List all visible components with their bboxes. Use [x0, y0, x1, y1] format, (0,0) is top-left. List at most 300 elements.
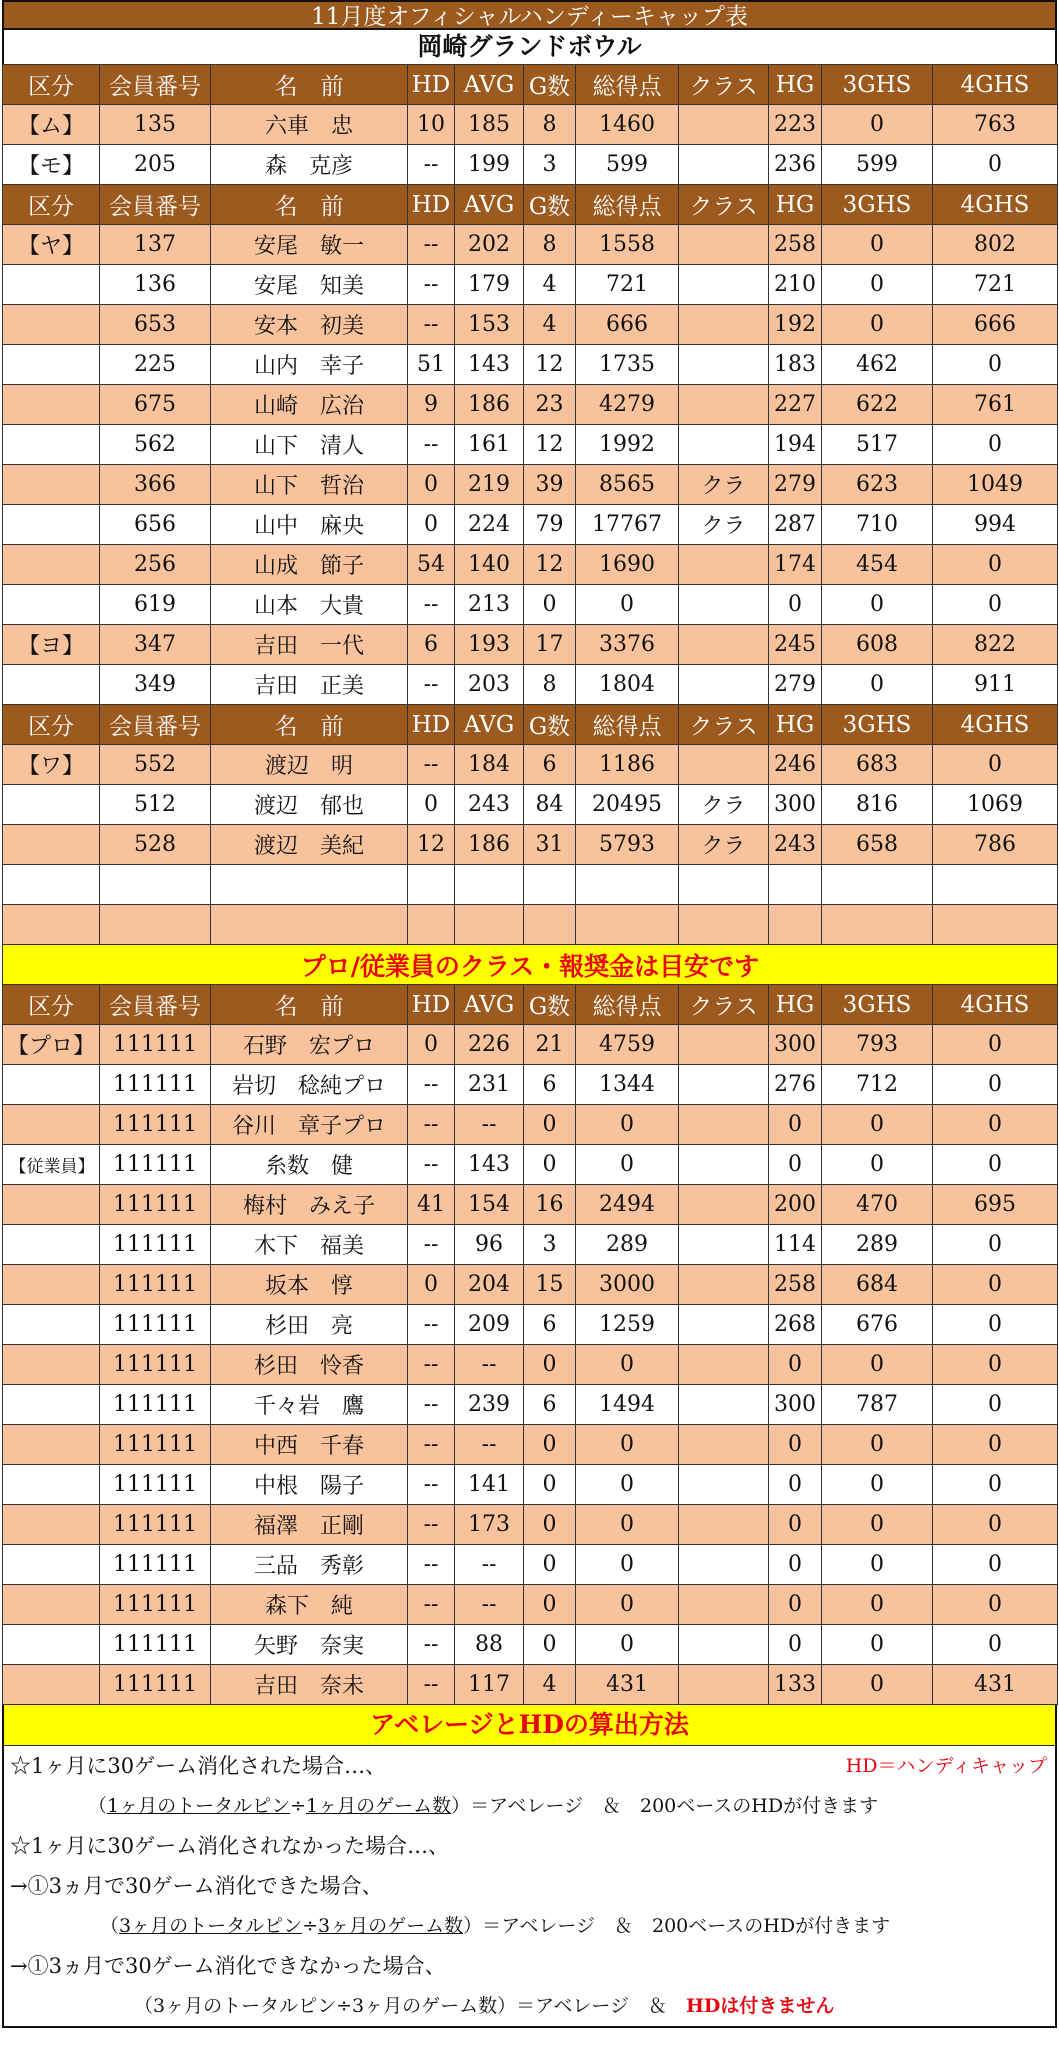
- data-cell: [679, 1145, 769, 1185]
- method-case1-text: ☆1ヶ月に30ゲーム消化された場合…、: [10, 1754, 387, 1778]
- data-cell: 300: [769, 1025, 822, 1065]
- data-cell: 20495: [576, 785, 679, 825]
- data-cell: [211, 865, 408, 905]
- data-cell: 194: [769, 425, 822, 465]
- data-cell: 0: [408, 785, 455, 825]
- data-cell: [822, 865, 933, 905]
- table-row: [3, 1025, 1058, 1065]
- data-cell: 0: [769, 1145, 822, 1185]
- data-cell: 0: [769, 1105, 822, 1145]
- data-cell: 111111: [100, 1265, 211, 1305]
- kubun-cell: [3, 385, 100, 425]
- data-cell: 6: [524, 1385, 576, 1425]
- data-cell: 0: [822, 665, 933, 705]
- data-cell: 0: [822, 265, 933, 305]
- formula-2-rest: ）＝アベレージ ＆ 200ベースのHDが付きます: [463, 1915, 891, 1937]
- table-row: [3, 825, 1058, 865]
- table-row: [3, 625, 1058, 665]
- table-row: [3, 785, 1058, 825]
- data-cell: [679, 425, 769, 465]
- data-cell: 0: [933, 1265, 1058, 1305]
- data-cell: 0: [933, 1145, 1058, 1185]
- data-cell: 289: [576, 1225, 679, 1265]
- data-cell: 6: [524, 745, 576, 785]
- data-cell: [679, 225, 769, 265]
- data-cell: 623: [822, 465, 933, 505]
- data-cell: [679, 1345, 769, 1385]
- data-cell: 822: [933, 625, 1058, 665]
- data-cell: 117: [455, 1665, 524, 1705]
- data-cell: 0: [822, 1345, 933, 1385]
- header-cell: 4GHS: [933, 185, 1058, 225]
- data-cell: 111111: [100, 1345, 211, 1385]
- data-cell: 185: [455, 105, 524, 145]
- data-cell: [679, 1265, 769, 1305]
- data-cell: 721: [933, 265, 1058, 305]
- header-cell: G数: [524, 985, 576, 1025]
- kubun-cell: [3, 1225, 100, 1265]
- header-cell: 総得点: [576, 705, 679, 745]
- data-cell: [933, 865, 1058, 905]
- data-cell: 0: [769, 1545, 822, 1585]
- data-cell: [576, 905, 679, 945]
- data-cell: 1992: [576, 425, 679, 465]
- header-cell: クラス: [679, 985, 769, 1025]
- data-cell: 12: [408, 825, 455, 865]
- data-cell: 0: [769, 1465, 822, 1505]
- data-cell: 0: [576, 1465, 679, 1505]
- data-cell: --: [408, 1505, 455, 1545]
- kubun-cell: [3, 1265, 100, 1305]
- table-row: [3, 1585, 1058, 1625]
- data-cell: 0: [524, 1505, 576, 1545]
- kubun-cell: 【ヨ】: [3, 625, 100, 665]
- data-cell: 0: [933, 1105, 1058, 1145]
- data-cell: 0: [524, 585, 576, 625]
- data-cell: 0: [576, 1625, 679, 1665]
- data-cell: 173: [455, 1505, 524, 1545]
- data-cell: --: [408, 1545, 455, 1585]
- data-cell: 300: [769, 1385, 822, 1425]
- data-cell: 111111: [100, 1665, 211, 1705]
- data-cell: 96: [455, 1225, 524, 1265]
- data-cell: 622: [822, 385, 933, 425]
- table-row: [3, 145, 1058, 185]
- data-cell: --: [408, 1345, 455, 1385]
- header-cell: 総得点: [576, 985, 679, 1025]
- data-cell: [408, 865, 455, 905]
- table-row: [3, 465, 1058, 505]
- table-row: [3, 865, 1058, 905]
- header-cell: クラス: [679, 185, 769, 225]
- data-cell: 161: [455, 425, 524, 465]
- data-cell: 111111: [100, 1185, 211, 1225]
- data-cell: 0: [933, 1465, 1058, 1505]
- data-cell: 0: [769, 1585, 822, 1625]
- header-cell: 4GHS: [933, 705, 1058, 745]
- data-cell: --: [408, 145, 455, 185]
- kubun-cell: 【ム】: [3, 105, 100, 145]
- hd-note: HD＝ハンディキャップ: [845, 1755, 1047, 1777]
- data-cell: [679, 1185, 769, 1225]
- data-cell: 111111: [100, 1225, 211, 1265]
- data-cell: 0: [524, 1105, 576, 1145]
- data-cell: --: [455, 1425, 524, 1465]
- table-row: [3, 905, 1058, 945]
- data-cell: 21: [524, 1025, 576, 1065]
- header-cell: クラス: [679, 65, 769, 105]
- header-cell: HG: [769, 705, 822, 745]
- table-row: [3, 1185, 1058, 1225]
- data-cell: 0: [576, 1545, 679, 1585]
- data-cell: 219: [455, 465, 524, 505]
- data-cell: 88: [455, 1625, 524, 1665]
- data-cell: --: [408, 1305, 455, 1345]
- data-cell: 0: [822, 105, 933, 145]
- data-cell: 210: [769, 265, 822, 305]
- data-cell: 0: [576, 1585, 679, 1625]
- data-cell: [679, 1105, 769, 1145]
- header-cell: 3GHS: [822, 985, 933, 1025]
- data-cell: 0: [933, 1545, 1058, 1585]
- data-cell: 1690: [576, 545, 679, 585]
- data-cell: 中根 陽子: [211, 1465, 408, 1505]
- header-cell: 区分: [3, 705, 100, 745]
- data-cell: 6: [524, 1065, 576, 1105]
- data-cell: 谷川 章子プロ: [211, 1105, 408, 1145]
- kubun-cell: [3, 585, 100, 625]
- data-cell: 462: [822, 345, 933, 385]
- data-cell: 816: [822, 785, 933, 825]
- method-case2-1-formula: （3ヶ月のトータルピン÷3ヶ月のゲーム数）＝アベレージ ＆ 200ベースのHDが付きます: [100, 1915, 891, 1937]
- data-cell: 0: [933, 1625, 1058, 1665]
- data-cell: 802: [933, 225, 1058, 265]
- kubun-cell: [3, 905, 100, 945]
- header-cell: HD: [408, 185, 455, 225]
- data-cell: [455, 865, 524, 905]
- table-row: [3, 1425, 1058, 1465]
- data-cell: 224: [455, 505, 524, 545]
- data-cell: 0: [408, 1265, 455, 1305]
- data-cell: 4759: [576, 1025, 679, 1065]
- data-cell: [679, 1545, 769, 1585]
- header-cell: 3GHS: [822, 65, 933, 105]
- data-cell: [679, 1465, 769, 1505]
- data-cell: 246: [769, 745, 822, 785]
- data-cell: 0: [822, 1105, 933, 1145]
- table-row: [3, 1625, 1058, 1665]
- data-cell: 111111: [100, 1425, 211, 1465]
- data-cell: [679, 1305, 769, 1345]
- data-cell: [524, 905, 576, 945]
- data-cell: 山下 清人: [211, 425, 408, 465]
- data-cell: 8: [524, 225, 576, 265]
- method-case1: [4, 1746, 1055, 1786]
- data-cell: 0: [822, 1545, 933, 1585]
- data-cell: 786: [933, 825, 1058, 865]
- kubun-cell: 【プロ】: [3, 1025, 100, 1065]
- data-cell: 六車 忠: [211, 105, 408, 145]
- data-cell: 0: [933, 145, 1058, 185]
- data-cell: 0: [524, 1145, 576, 1185]
- data-cell: 111111: [100, 1585, 211, 1625]
- data-cell: 675: [100, 385, 211, 425]
- data-cell: 森 克彦: [211, 145, 408, 185]
- data-cell: 0: [822, 1665, 933, 1705]
- header-cell: AVG: [455, 985, 524, 1025]
- data-cell: 0: [822, 1425, 933, 1465]
- data-cell: 山成 節子: [211, 545, 408, 585]
- data-cell: [576, 865, 679, 905]
- table-row: [3, 1385, 1058, 1425]
- data-cell: 111111: [100, 1105, 211, 1145]
- data-cell: 656: [100, 505, 211, 545]
- data-cell: 3000: [576, 1265, 679, 1305]
- kubun-cell: [3, 265, 100, 305]
- data-cell: 133: [769, 1665, 822, 1705]
- data-cell: 3: [524, 1225, 576, 1265]
- data-cell: [822, 905, 933, 945]
- data-cell: 666: [576, 305, 679, 345]
- header-cell: AVG: [455, 65, 524, 105]
- kubun-cell: [3, 345, 100, 385]
- data-cell: --: [455, 1585, 524, 1625]
- data-cell: 599: [576, 145, 679, 185]
- data-cell: 111111: [100, 1545, 211, 1585]
- header-cell: AVG: [455, 185, 524, 225]
- data-cell: [679, 105, 769, 145]
- data-cell: 16: [524, 1185, 576, 1225]
- data-cell: 470: [822, 1185, 933, 1225]
- data-cell: [679, 1665, 769, 1705]
- data-cell: 186: [455, 825, 524, 865]
- data-cell: 0: [576, 1425, 679, 1465]
- data-cell: [679, 865, 769, 905]
- data-cell: 684: [822, 1265, 933, 1305]
- data-cell: 0: [524, 1545, 576, 1585]
- data-cell: 安尾 知美: [211, 265, 408, 305]
- data-cell: 721: [576, 265, 679, 305]
- kubun-cell: [3, 825, 100, 865]
- data-cell: 17767: [576, 505, 679, 545]
- data-cell: 山内 幸子: [211, 345, 408, 385]
- data-cell: 111111: [100, 1465, 211, 1505]
- notice-banner: [3, 945, 1058, 985]
- data-cell: 0: [933, 1425, 1058, 1465]
- data-cell: [679, 305, 769, 345]
- data-cell: 0: [524, 1625, 576, 1665]
- data-cell: 山中 麻央: [211, 505, 408, 545]
- data-cell: 0: [769, 1505, 822, 1545]
- data-cell: 0: [524, 1425, 576, 1465]
- data-cell: [455, 905, 524, 945]
- data-cell: 渡辺 明: [211, 745, 408, 785]
- data-cell: 54: [408, 545, 455, 585]
- data-cell: --: [408, 1665, 455, 1705]
- data-cell: 140: [455, 545, 524, 585]
- data-cell: 0: [576, 1345, 679, 1385]
- kubun-cell: [3, 545, 100, 585]
- data-cell: 710: [822, 505, 933, 545]
- data-cell: 1344: [576, 1065, 679, 1105]
- data-cell: 243: [769, 825, 822, 865]
- data-cell: 366: [100, 465, 211, 505]
- data-cell: 1804: [576, 665, 679, 705]
- data-cell: 183: [769, 345, 822, 385]
- data-cell: [524, 865, 576, 905]
- data-cell: 431: [933, 1665, 1058, 1705]
- data-cell: 199: [455, 145, 524, 185]
- data-cell: 619: [100, 585, 211, 625]
- header-cell: HG: [769, 65, 822, 105]
- kubun-cell: [3, 1305, 100, 1345]
- data-cell: 8: [524, 105, 576, 145]
- data-cell: 0: [524, 1585, 576, 1625]
- data-cell: 1558: [576, 225, 679, 265]
- data-cell: 204: [455, 1265, 524, 1305]
- data-cell: 143: [455, 1145, 524, 1185]
- data-cell: [679, 905, 769, 945]
- header-cell: AVG: [455, 705, 524, 745]
- data-cell: 347: [100, 625, 211, 665]
- data-cell: 239: [455, 1385, 524, 1425]
- header-cell: 4GHS: [933, 65, 1058, 105]
- data-cell: 431: [576, 1665, 679, 1705]
- kubun-cell: [3, 505, 100, 545]
- header-cell: 総得点: [576, 65, 679, 105]
- data-cell: 0: [822, 1505, 933, 1545]
- data-cell: 202: [455, 225, 524, 265]
- data-cell: 0: [822, 305, 933, 345]
- kubun-cell: [3, 1345, 100, 1385]
- data-cell: [679, 545, 769, 585]
- data-cell: クラ: [679, 465, 769, 505]
- data-cell: 243: [455, 785, 524, 825]
- kubun-cell: [3, 1105, 100, 1145]
- header-cell: 総得点: [576, 185, 679, 225]
- data-cell: 0: [769, 1345, 822, 1385]
- method-case1-formula: （1ヶ月のトータルピン÷1ヶ月のゲーム数）＝アベレージ ＆ 200ベースのHDが付きます: [88, 1795, 879, 1817]
- data-cell: 10: [408, 105, 455, 145]
- data-cell: 0: [576, 1145, 679, 1185]
- handicap-sheet: [2, 0, 1057, 2028]
- data-cell: 279: [769, 665, 822, 705]
- table-row: [3, 1345, 1058, 1385]
- formula-2-a: 3ヶ月のトータルピン: [119, 1915, 303, 1937]
- table-row: [3, 1545, 1058, 1585]
- data-cell: --: [408, 425, 455, 465]
- data-cell: 安尾 敏一: [211, 225, 408, 265]
- table-row: [3, 585, 1058, 625]
- header-cell: 区分: [3, 985, 100, 1025]
- data-cell: 203: [455, 665, 524, 705]
- kubun-cell: [3, 1665, 100, 1705]
- data-cell: 0: [408, 505, 455, 545]
- data-cell: [679, 1065, 769, 1105]
- header-cell: G数: [524, 185, 576, 225]
- method-case2-2: →①3ヵ月で30ゲーム消化できなかった場合、: [10, 1954, 446, 1978]
- data-cell: 石野 宏プロ: [211, 1025, 408, 1065]
- data-cell: --: [408, 225, 455, 265]
- table-row: [3, 1145, 1058, 1185]
- data-cell: 225: [100, 345, 211, 385]
- data-cell: --: [408, 1385, 455, 1425]
- table-row: [3, 225, 1058, 265]
- data-cell: 15: [524, 1265, 576, 1305]
- data-cell: 911: [933, 665, 1058, 705]
- data-cell: 653: [100, 305, 211, 345]
- data-cell: 111111: [100, 1625, 211, 1665]
- header-cell: HD: [408, 985, 455, 1025]
- data-cell: [211, 905, 408, 945]
- data-cell: 256: [100, 545, 211, 585]
- header-cell: 区分: [3, 185, 100, 225]
- data-cell: 79: [524, 505, 576, 545]
- header-cell: 名 前: [211, 65, 408, 105]
- data-cell: --: [455, 1545, 524, 1585]
- data-cell: 杉田 怜香: [211, 1345, 408, 1385]
- table-row: [3, 1465, 1058, 1505]
- data-cell: --: [408, 265, 455, 305]
- data-cell: 84: [524, 785, 576, 825]
- header-cell: 名 前: [211, 185, 408, 225]
- method-title: アベレージとHDの算出方法: [4, 1705, 1055, 1746]
- data-cell: 渡辺 郁也: [211, 785, 408, 825]
- table-row: [3, 1105, 1058, 1145]
- data-cell: 41: [408, 1185, 455, 1225]
- data-cell: 0: [933, 1345, 1058, 1385]
- header-cell: クラス: [679, 705, 769, 745]
- data-cell: 0: [822, 225, 933, 265]
- kubun-cell: [3, 1625, 100, 1665]
- data-cell: 528: [100, 825, 211, 865]
- data-cell: 517: [822, 425, 933, 465]
- data-cell: [679, 1425, 769, 1465]
- header-cell: HG: [769, 185, 822, 225]
- data-cell: 186: [455, 385, 524, 425]
- kubun-cell: [3, 1585, 100, 1625]
- data-cell: 111111: [100, 1145, 211, 1185]
- data-cell: 695: [933, 1185, 1058, 1225]
- data-cell: 12: [524, 545, 576, 585]
- kubun-cell: [3, 1425, 100, 1465]
- kubun-cell: [3, 865, 100, 905]
- data-cell: 17: [524, 625, 576, 665]
- data-cell: [100, 905, 211, 945]
- data-cell: 中西 千春: [211, 1425, 408, 1465]
- data-cell: 0: [769, 1625, 822, 1665]
- data-cell: [679, 745, 769, 785]
- data-cell: 0: [408, 1025, 455, 1065]
- data-cell: 千々岩 鷹: [211, 1385, 408, 1425]
- data-cell: 666: [933, 305, 1058, 345]
- data-cell: 1049: [933, 465, 1058, 505]
- data-cell: 276: [769, 1065, 822, 1105]
- data-cell: 200: [769, 1185, 822, 1225]
- data-cell: 吉田 一代: [211, 625, 408, 665]
- data-cell: 111111: [100, 1305, 211, 1345]
- data-cell: 279: [769, 465, 822, 505]
- data-cell: --: [408, 305, 455, 345]
- table-row: [3, 505, 1058, 545]
- data-cell: [679, 1625, 769, 1665]
- data-cell: 192: [769, 305, 822, 345]
- notice-banner-text: プロ/従業員のクラス・報奨金は目安です: [3, 945, 1058, 985]
- data-cell: [679, 1505, 769, 1545]
- data-cell: 9: [408, 385, 455, 425]
- data-cell: 森下 純: [211, 1585, 408, 1625]
- data-cell: 4: [524, 1665, 576, 1705]
